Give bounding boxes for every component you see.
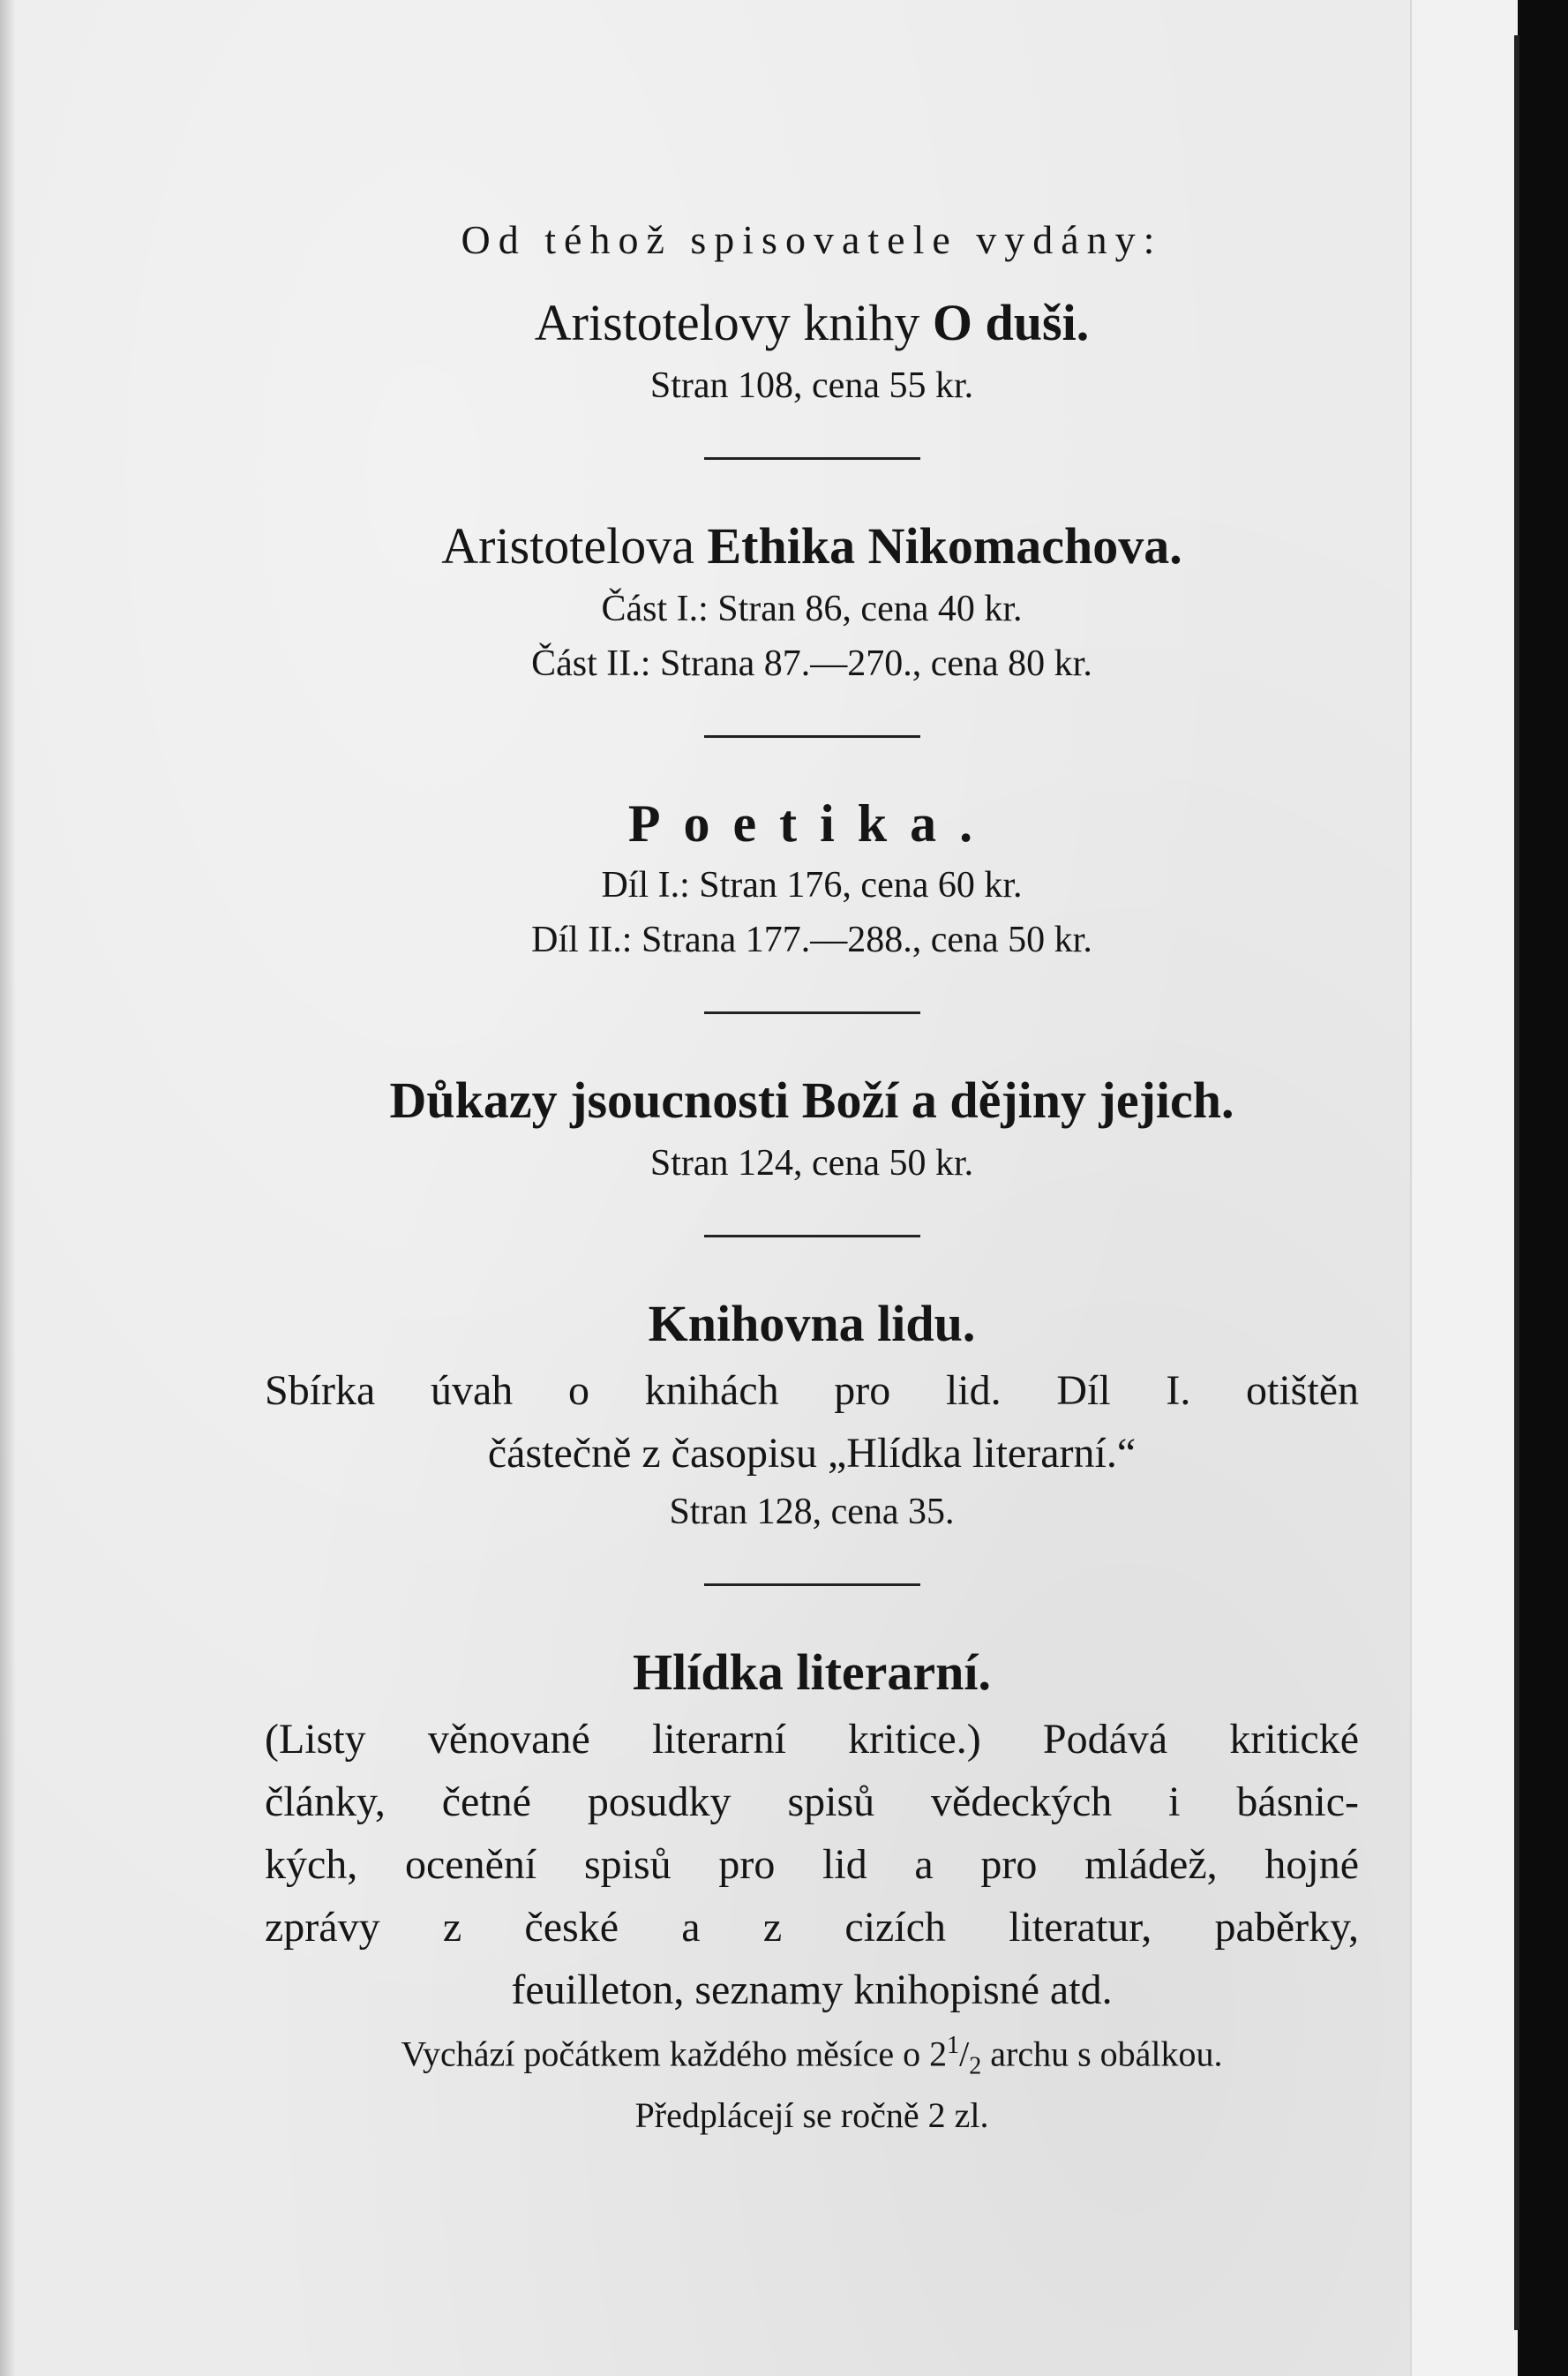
title-prefix: Aristotelova: [441, 517, 694, 575]
divider-rule: [704, 457, 920, 460]
description-line: částečně z časopisu „Hlídka literarní.“: [487, 1430, 1137, 1477]
entry-hlidka: [238, 1637, 1385, 2140]
entry-title: Poetika.: [627, 794, 996, 853]
page-edge-shadow: [0, 0, 16, 2376]
fraction-denominator: 2: [969, 2052, 982, 2080]
advertisement-content: [238, 216, 1385, 2140]
entry-details: Stran 124, cena 50 kr.: [649, 1143, 974, 1184]
description-line: (Listy věnované literarní kritice.) Podává kritické: [265, 1716, 1359, 1763]
entry-title: Důkazy jsoucnosti Boží a dějiny jejich.: [389, 1071, 1234, 1129]
issue-suffix: archu s obálkou.: [981, 2034, 1223, 2074]
entry-ethika: [238, 511, 1385, 691]
title-bold: O duši.: [932, 294, 1090, 351]
entry-poetika: [238, 789, 1385, 967]
divider-rule: [704, 1583, 920, 1586]
description-line: články, četné posudky spisů vědeckých i básnic-: [265, 1778, 1359, 1825]
fraction-numerator: 1: [947, 2032, 960, 2059]
divider-rule: [704, 1011, 920, 1014]
entry-o-dusi: [238, 288, 1385, 413]
entry-part-1: Díl I.: Stran 176, cena 60 kr.: [601, 865, 1023, 906]
description-line: Sbírka úvah o knihách pro lid. Díl I. otištěn: [265, 1367, 1359, 1414]
binding-edge: [1514, 35, 1519, 2330]
entry-title: Knihovna lidu.: [648, 1295, 976, 1352]
title-bold: Ethika Nikomachova.: [707, 517, 1182, 575]
subscription-info: Předplácejí se ročně 2 zl.: [634, 2095, 989, 2136]
entry-title: [238, 288, 1385, 358]
entry-details: Stran 128, cena 35.: [669, 1492, 955, 1532]
entry-part-1: Část I.: Stran 86, cena 40 kr.: [601, 589, 1023, 629]
page-heading: Od téhož spisovatele vydány:: [461, 217, 1163, 262]
entry-part-2: Díl II.: Strana 177.—288., cena 50 kr.: [531, 920, 1092, 960]
issue-prefix: Vychází počátkem každého měsíce o 2: [401, 2034, 948, 2074]
entry-description: [265, 1359, 1359, 1485]
issue-info: Vychází počátkem každého měsíce o $2^1/_2$ archu s obálkou.: [401, 2032, 1223, 2080]
description-line: zprávy z české a z cizích literatur, paběrky,: [265, 1904, 1359, 1951]
divider-rule: [704, 735, 920, 738]
entry-description: [265, 1708, 1359, 2021]
divider-rule: [704, 1235, 920, 1237]
title-prefix: Aristotelovy knihy: [534, 294, 920, 351]
entry-details: Stran 108, cena 55 kr.: [649, 365, 974, 406]
entry-knihovna: [238, 1289, 1385, 1539]
entry-title: [238, 511, 1385, 582]
entry-title: Hlídka literarní.: [633, 1643, 991, 1701]
description-line: kých, ocenění spisů pro lid a pro mládež, hojné: [265, 1841, 1359, 1888]
entry-dukazy: [238, 1065, 1385, 1191]
entry-part-2: Část II.: Strana 87.—270., cena 80 kr.: [531, 643, 1092, 684]
page-margin-strip: [1410, 0, 1518, 2376]
description-line: feuilleton, seznamy knihopisné atd.: [511, 1966, 1113, 2013]
